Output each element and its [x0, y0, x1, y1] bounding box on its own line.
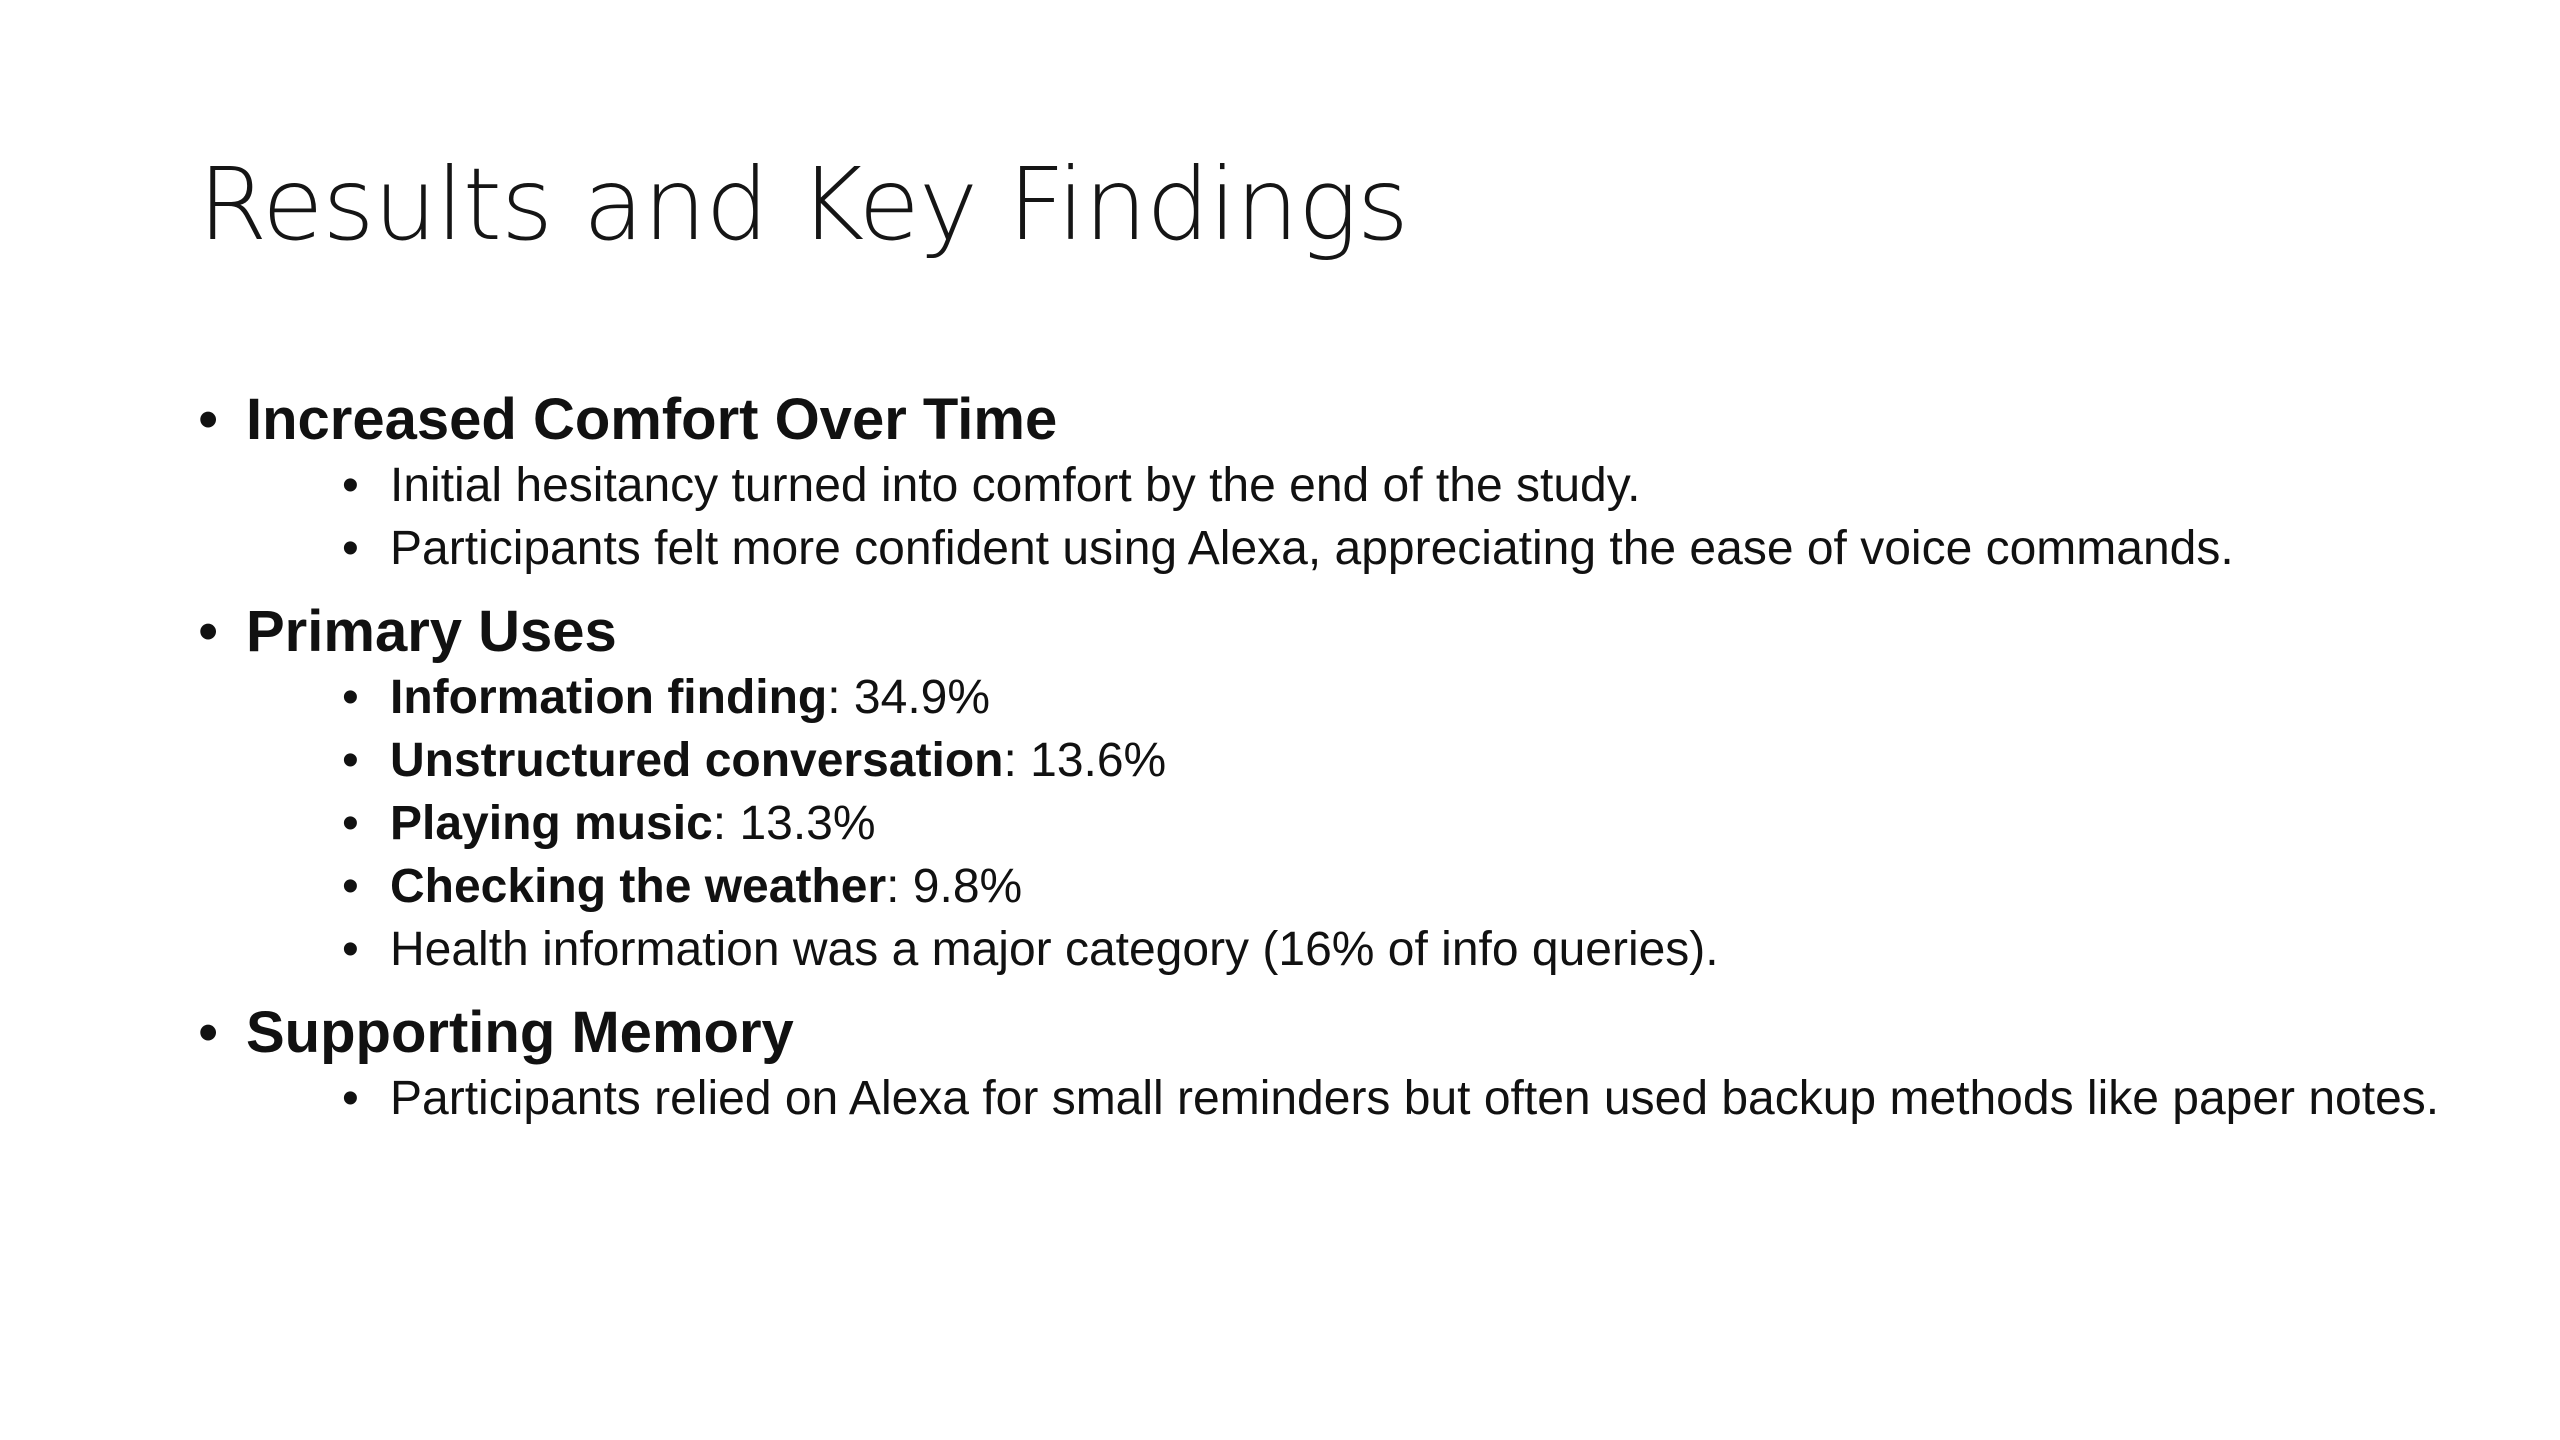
list-item — [342, 672, 2440, 723]
item-text: Health information was a major category (16% of info queries). — [390, 923, 1719, 976]
list-item — [342, 1073, 2440, 1124]
item-label: Checking the weather — [390, 860, 887, 913]
bullet-icon: • — [342, 797, 359, 850]
item-value: : 13.6% — [1003, 734, 1167, 787]
list-item — [342, 924, 2440, 975]
bullet-list — [198, 380, 2438, 1124]
bullet-icon: • — [198, 1000, 219, 1065]
bullet-icon: • — [342, 1072, 359, 1125]
section-heading: Supporting Memory — [246, 1000, 794, 1065]
list-item — [342, 798, 2440, 849]
section-increased-comfort — [198, 380, 2438, 574]
section-primary-uses — [198, 592, 2438, 975]
item-text: Participants relied on Alexa for small reminders but often used backup methods like paper notes. — [390, 1072, 2440, 1125]
bullet-icon: • — [342, 522, 359, 575]
section-heading: Primary Uses — [246, 599, 617, 664]
bullet-icon: • — [342, 860, 359, 913]
item-label: Playing music — [390, 797, 713, 850]
slide-title: Results and Key Findings — [198, 146, 1409, 263]
list-item — [342, 460, 2440, 511]
item-value: : 34.9% — [827, 671, 991, 724]
sub-bullet-list — [246, 672, 2438, 975]
item-text: Initial hesitancy turned into comfort by the end of the study. — [390, 459, 1641, 512]
bullet-icon: • — [342, 459, 359, 512]
section-heading: Increased Comfort Over Time — [246, 387, 1058, 452]
sub-bullet-list — [246, 460, 2438, 574]
item-label: Unstructured conversation — [390, 734, 1004, 787]
bullet-icon: • — [342, 734, 359, 787]
bullet-icon: • — [342, 671, 359, 724]
section-supporting-memory — [198, 993, 2438, 1124]
list-item — [342, 735, 2440, 786]
list-item — [342, 861, 2440, 912]
list-item — [342, 523, 2440, 574]
item-value: : 13.3% — [712, 797, 876, 850]
item-label: Information finding — [390, 671, 828, 724]
item-value: : 9.8% — [886, 860, 1023, 913]
slide-content — [198, 380, 2438, 1142]
item-text: Participants felt more confident using Alexa, appreciating the ease of voice commands. — [390, 522, 2234, 575]
bullet-icon: • — [198, 387, 219, 452]
bullet-icon: • — [342, 923, 359, 976]
bullet-icon: • — [198, 599, 219, 664]
sub-bullet-list — [246, 1073, 2438, 1124]
